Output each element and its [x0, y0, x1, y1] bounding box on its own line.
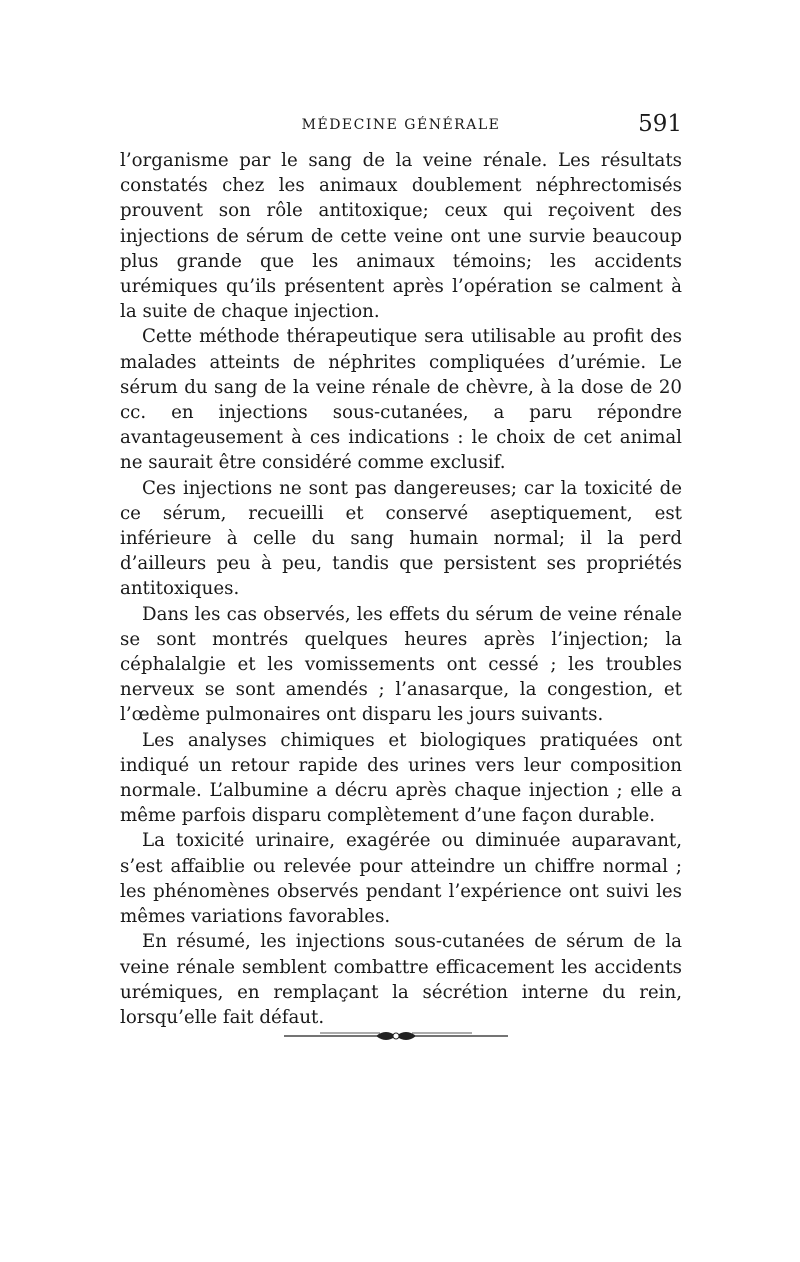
- paragraph-1: l’organisme par le sang de la veine rénale. Les résultats constatés chez les animaux doublement néphrectomisés prouvent son rôle antitoxique; ceux qui reçoivent des injections de sérum de cette veine ont une survie beaucoup plus grande que les animaux témoins; les accidents urémiques qu’ils présentent après l’opération se calment à la suite de chaque injection.: [120, 150, 682, 323]
- running-title: MÉDECINE GÉNÉRALE: [301, 117, 501, 133]
- paragraph-6: La toxicité urinaire, exagérée ou diminuée auparavant, s’est affaiblie ou relevée pour atteindre un chiffre normal ; les phénomènes observés pendant l’expérience ont suivi les mêmes variations favorables.: [120, 830, 682, 928]
- paragraph-5: Les analyses chimiques et biologiques pratiquées ont indiqué un retour rapide des urines vers leur composition normale. L’albumine a décru après chaque injection ; elle a même parfois disparu complètement d’une façon durable.: [120, 729, 682, 827]
- page-number: 591: [638, 111, 682, 137]
- paragraph-3: Ces injections ne sont pas dangereuses; car la toxicité de ce sérum, recueilli et conservé aseptiquement, est inférieure à celle du sang humain normal; il la perd d’ailleurs peu à peu, tandis que persistent ses propriétés antitoxiques.: [120, 477, 682, 600]
- paragraph-2: Cette méthode thérapeutique sera utilisable au profit des malades atteints de néphrites compliquées d’urémie. Le sérum du sang de la veine rénale de chèvre, à la dose de 20 cc. en injections sous-cutanées, a paru répondre avantageusement à ces indications : le choix de cet animal ne saurait être considéré comme exclusif.: [120, 326, 682, 474]
- body-text: [120, 148, 682, 1030]
- running-header: [120, 111, 682, 143]
- paragraph-7: En résumé, les injections sous-cutanées de sérum de la veine rénale semblent combattre efficacement les accidents urémiques, en remplaçant la sécrétion interne du rein, lorsqu’elle fait défaut.: [120, 931, 682, 1028]
- paragraph-4: Dans les cas observés, les effets du sérum de veine rénale se sont montrés quelques heures après l’injection; la céphalalgie et les vomissements ont cessé ; les troubles nerveux se sont amendés ; l’anasarque, la congestion, et l’œdème pulmonaires ont disparu les jours suivants.: [120, 603, 682, 726]
- tailpiece-ornament-icon: [280, 1024, 512, 1048]
